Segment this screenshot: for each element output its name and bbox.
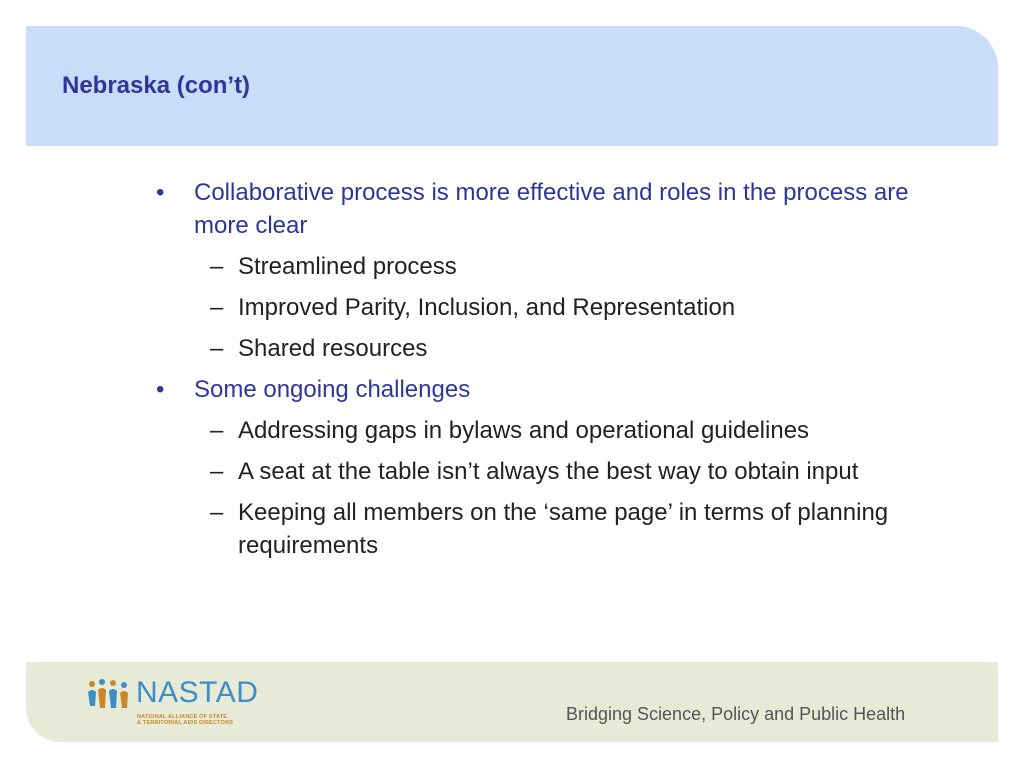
sub-item	[152, 250, 942, 283]
sub-text: A seat at the table isn’t always the best way to obtain input	[238, 458, 859, 485]
dash-mark: –	[210, 294, 224, 321]
dash-mark: –	[210, 499, 224, 526]
dash-mark: –	[210, 458, 224, 485]
sub-item	[152, 455, 942, 488]
sub-text: Shared resources	[238, 335, 428, 362]
sub-item	[152, 332, 942, 365]
bullet-mark: •	[156, 376, 165, 403]
sub-item	[152, 291, 942, 324]
bullet-item-1	[152, 176, 942, 242]
people-figures-icon	[86, 678, 134, 718]
nastad-logo	[86, 676, 286, 732]
sub-text: Addressing gaps in bylaws and operational guidelines	[238, 417, 810, 444]
logo-subtitle-line: & TERRITORIAL AIDS DIRECTORS	[137, 720, 234, 726]
dash-mark: –	[210, 335, 224, 362]
sub-text: Streamlined process	[238, 253, 457, 280]
sub-text: Improved Parity, Inclusion, and Representation	[238, 294, 736, 321]
sub-text: Keeping all members on the ‘same page’ in terms of planning requirements	[238, 499, 889, 559]
bullet-item-2	[152, 373, 942, 406]
sub-item	[152, 414, 942, 447]
bullet-mark: •	[156, 179, 165, 206]
dash-mark: –	[210, 253, 224, 280]
dash-mark: –	[210, 417, 224, 444]
bullet-text: Some ongoing challenges	[194, 376, 471, 403]
bullet-text: Collaborative process is more effective and roles in the process are more clear	[194, 179, 909, 239]
logo-wordmark: NASTAD	[136, 676, 259, 709]
logo-subtitle	[137, 714, 233, 726]
bullet-list	[152, 176, 942, 570]
logo-subtitle-line: NATIONAL ALLIANCE OF STATE	[137, 714, 228, 720]
footer-tagline: Bridging Science, Policy and Public Health	[566, 704, 906, 724]
sub-item	[152, 496, 942, 562]
slide-title: Nebraska (con’t)	[62, 72, 251, 99]
